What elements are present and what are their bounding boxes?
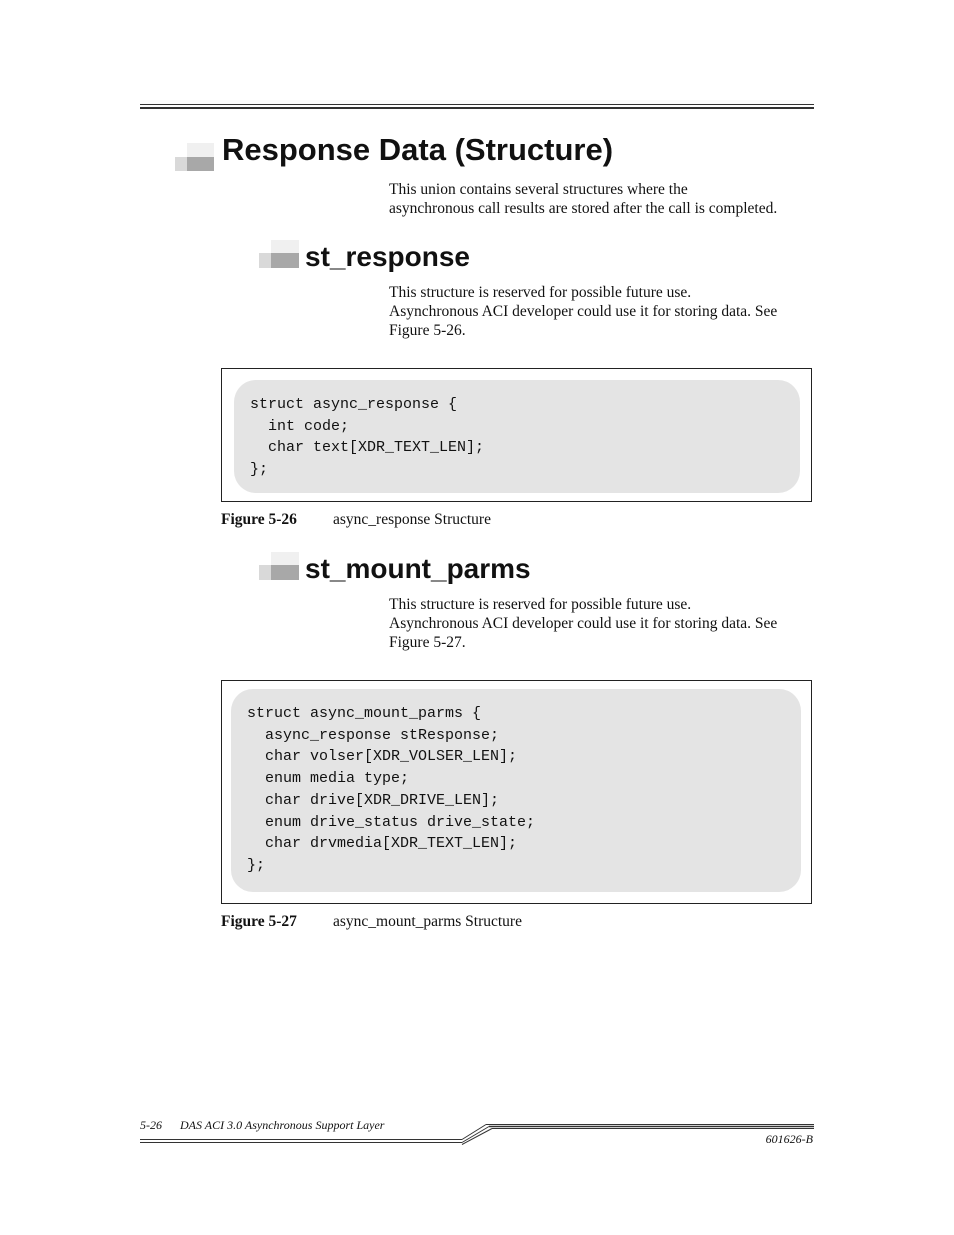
paragraph-line: Figure 5-26. [389, 322, 466, 339]
page-title: Response Data (Structure) [222, 132, 614, 167]
paragraph-line: Asynchronous ACI developer could use it for storing data. See [389, 615, 778, 632]
footer-title: DAS ACI 3.0 Asynchronous Support Layer [180, 1118, 385, 1132]
paragraph-line: Asynchronous ACI developer could use it for storing data. See [389, 303, 778, 320]
figure-number: Figure 5-26 [221, 511, 297, 528]
figure-caption [221, 913, 522, 931]
section-paragraph [389, 283, 819, 340]
figure-caption [221, 511, 491, 529]
section-title-st-response: st_response [305, 241, 470, 272]
page-number: 5-26 [140, 1118, 162, 1132]
code-block [234, 380, 800, 493]
paragraph-line: This structure is reserved for possible future use. [389, 596, 692, 613]
section-title-st-mount-parms: st_mount_parms [305, 553, 531, 584]
document-id: 601626-B [765, 1132, 813, 1146]
figure-title: async_mount_parms Structure [333, 913, 522, 930]
section-paragraph [389, 595, 819, 652]
code-text: struct async_mount_parms { async_response stResponse; char volser[XDR_VOLSER_LEN]; enum media type; char drive[XDR_DRIVE_LEN]; enum drive_status drive_state; char drvmedia[XDR_TEXT_LEN]; }; [247, 705, 536, 874]
intro-line: asynchronous call results are stored after the call is completed. [389, 200, 778, 217]
paragraph-line: Figure 5-27. [389, 634, 466, 651]
footer-left [140, 1118, 384, 1133]
figure-number: Figure 5-27 [221, 913, 297, 930]
code-figure-async-response [221, 368, 812, 502]
intro-paragraph [389, 180, 819, 218]
figure-title: async_response Structure [333, 511, 491, 528]
code-text: struct async_response { int code; char text[XDR_TEXT_LEN]; }; [250, 396, 485, 479]
paragraph-line: This structure is reserved for possible future use. [389, 284, 692, 301]
code-block [231, 689, 801, 892]
header-rule [140, 104, 814, 110]
intro-line: This union contains several structures where the [389, 181, 688, 198]
code-figure-async-mount-parms [221, 680, 812, 904]
